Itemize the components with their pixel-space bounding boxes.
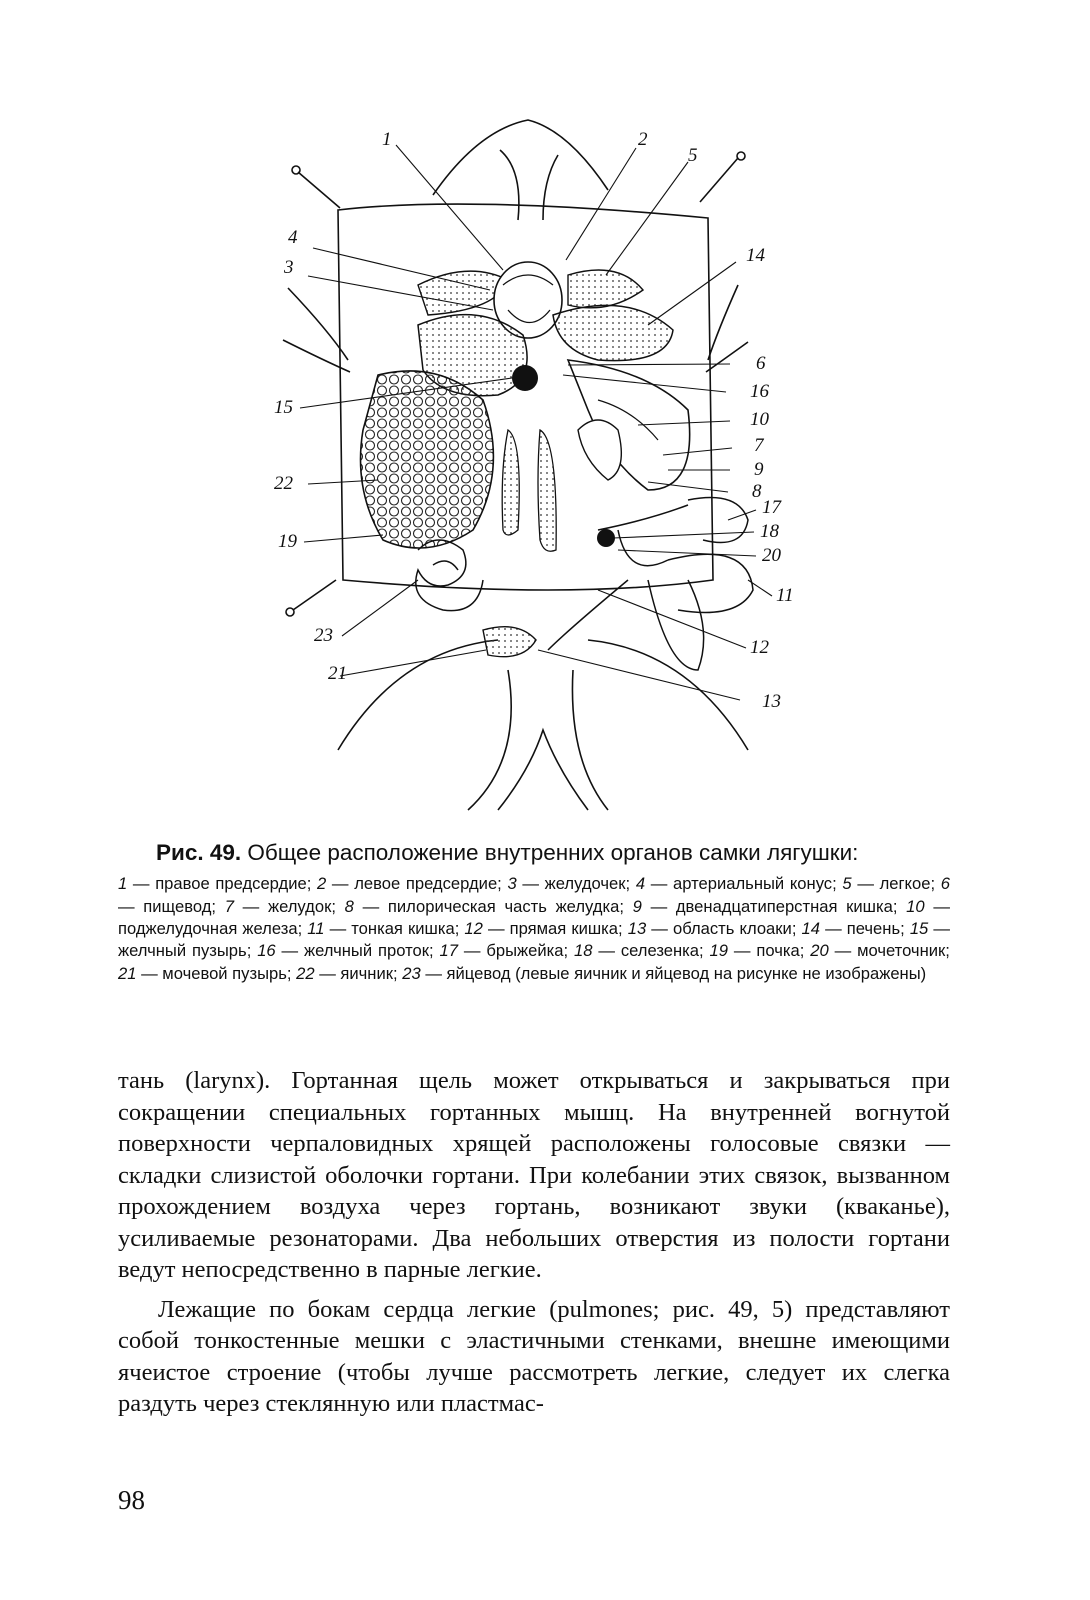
legend-number: 15 — [909, 919, 929, 939]
legend-text: почка — [756, 941, 800, 961]
legend-entry: 17 — брыжейка — [439, 941, 564, 961]
figure-callout: 20 — [762, 545, 781, 566]
legend-entry: 7 — желудок — [224, 896, 332, 916]
legend-entry: 15 — желчный пузырь — [118, 919, 950, 961]
legend-entry: 9 — двенадцатиперстная кишка — [632, 896, 893, 916]
caption-title — [156, 838, 950, 867]
legend-entry: 19 — почка — [709, 941, 800, 961]
figure-callout: 5 — [688, 145, 698, 166]
legend-entry: 8 — пилорическая часть желудка — [344, 896, 620, 916]
legend-text: тонкая кишка — [351, 919, 455, 939]
legend-entry: 6 — пищевод — [118, 874, 950, 916]
legend-text: область клоаки — [672, 919, 792, 939]
legend-entry: 4 — артериальный конус — [635, 874, 833, 894]
figure-callout: 10 — [750, 409, 769, 430]
figure-callout: 17 — [762, 497, 781, 518]
legend-number: 12 — [464, 919, 483, 939]
figure-callout: 23 — [314, 625, 333, 646]
body-text — [118, 1065, 950, 1420]
figure-callout: 9 — [754, 459, 764, 480]
figure-callout: 14 — [746, 245, 765, 266]
figure-callout: 7 — [754, 435, 764, 456]
legend-number: 7 — [224, 896, 234, 916]
legend-text: прямая кишка — [509, 919, 619, 939]
frog-anatomy-figure — [268, 110, 828, 830]
figure-callout: 4 — [288, 227, 298, 248]
figure-callout: 1 — [382, 129, 392, 150]
legend-text: желчный пузырь — [118, 941, 247, 961]
legend-entry: 16 — желчный проток — [257, 941, 429, 961]
legend-entry: 20 — мочеточник — [810, 941, 946, 961]
caption-figure-number: Рис. 49. — [156, 840, 242, 865]
legend-number: 2 — [317, 874, 327, 894]
legend-text: мочевой пузырь — [162, 963, 287, 983]
figure-callout: 8 — [752, 481, 762, 502]
legend-text: поджелудочная железа — [118, 919, 298, 939]
legend-entry: 1 — правое предсердие — [118, 874, 307, 894]
figure-callout: 6 — [756, 353, 766, 374]
legend-number: 16 — [257, 941, 276, 961]
figure-caption — [118, 838, 950, 985]
frog-drawing — [268, 110, 828, 830]
legend-entry: 13 — область клоаки — [627, 919, 792, 939]
legend-entry: 23 — яйцевод (левые яичник и яйцевод на рисунке не изображены) — [402, 963, 927, 983]
legend-number: 13 — [627, 919, 647, 939]
legend-text: левое предсердие — [354, 874, 498, 894]
legend-entry: 12 — прямая кишка — [464, 919, 619, 939]
caption-title-text: Общее расположение внутренних органов самки лягушки: — [247, 840, 859, 865]
legend-text: желудочек — [544, 874, 626, 894]
legend-number: 18 — [573, 941, 593, 961]
legend-text: пищевод — [143, 896, 212, 916]
body-paragraph: Лежащие по бокам сердца легкие (pulmones; рис. 49, 5) представляют собой тонкостенные мешки с эластичными стенками, внешне имеющими ячеистое строение (чтобы лучше рассмотреть легкие, следует их слегка раздуть через стеклянную или пластмас- — [118, 1295, 950, 1417]
figure-callout: 19 — [278, 531, 297, 552]
legend-number: 1 — [118, 874, 128, 894]
legend-entry: 10 — поджелудочная железа — [118, 896, 950, 939]
legend-text: правое предсердие — [155, 874, 307, 894]
legend-entry: 22 — яичник — [296, 963, 393, 983]
figure-callout: 22 — [274, 473, 293, 494]
legend-entry: 2 — левое предсердие — [317, 874, 498, 894]
figure-callout: 12 — [750, 637, 769, 658]
legend-number: 19 — [709, 941, 728, 961]
figure-callout: 11 — [776, 585, 794, 606]
legend-number: 21 — [118, 963, 137, 983]
legend-text: двенадцатиперстная кишка — [675, 896, 893, 916]
legend-text: легкое — [879, 874, 931, 894]
legend-number: 9 — [632, 896, 642, 916]
legend-number: 4 — [635, 874, 646, 894]
legend-number: 8 — [344, 896, 354, 916]
legend-text: артериальный конус — [673, 874, 833, 894]
figure-callout: 13 — [762, 691, 781, 712]
figure-callout: 21 — [328, 663, 347, 684]
legend-entry: 14 — печень — [801, 919, 901, 939]
figure-callout: 18 — [760, 521, 779, 542]
legend-text: желчный проток — [304, 941, 429, 961]
legend-text: брыжейка — [486, 941, 564, 961]
legend-text: желудок — [267, 896, 332, 916]
legend-text: печень — [846, 919, 901, 939]
legend-entry: 18 — селезенка — [573, 941, 700, 961]
legend-number: 22 — [296, 963, 315, 983]
legend-text: селезенка — [620, 941, 700, 961]
legend-entry: 3 — желудочек — [507, 874, 626, 894]
figure-callout: 3 — [284, 257, 294, 278]
legend-text: яичник — [340, 963, 393, 983]
legend-number: 17 — [439, 941, 458, 961]
legend-number: 3 — [507, 874, 517, 894]
figure-callout: 15 — [274, 397, 293, 418]
legend-number: 20 — [810, 941, 829, 961]
body-paragraph: тань (larynx). Гортанная щель может открываться и закрываться при сокращении специальных гортанных мышц. На внутренней вогнутой поверхности черпаловидных хрящей расположены голосовые связки — складки слизистой оболочки гортани. При колебании этих связок, вызванном прохождением воздуха через гортань, возникают звуки (кваканье), усиливаемые резонаторами. Два небольших отверстия из полости гортани ведут непосредственно в парные легкие. — [118, 1067, 950, 1283]
legend-entry: 11 — тонкая кишка — [307, 919, 455, 939]
legend-number: 6 — [940, 874, 950, 894]
legend-entry: 5 — легкое — [842, 874, 931, 894]
legend-text: пилорическая часть желудка — [387, 896, 620, 916]
figure-callout: 16 — [750, 381, 769, 402]
legend-entry: 21 — мочевой пузырь — [118, 963, 287, 983]
legend-number: 10 — [906, 896, 925, 916]
figure-callout: 2 — [638, 129, 648, 150]
legend-number: 5 — [842, 874, 852, 894]
legend-number: 14 — [801, 919, 820, 939]
caption-legend: 1 — правое предсердие; 2 — левое предсердие; 3 — желудочек; 4 — артериальный конус; 5 — легкое; 6 — пищевод; 7 — желудок; 8 — пилорическая часть желудка; 9 — двенадцатиперстная кишка; 10 — поджелудочная железа; 11 — тонкая кишка; 12 — прямая кишка; 13 — область клоаки; 14 — печень; 15 — желчный пузырь; 16 — желчный проток; 17 — брыжейка; 18 — селезенка; 19 — почка; 20 — мочеточник; 21 — мочевой пузырь; 22 — яичник; 23 — яйцевод (левые яичник и яйцевод на рисунке не изображены) — [118, 874, 950, 983]
legend-number: 23 — [402, 963, 421, 983]
legend-number: 11 — [307, 919, 325, 939]
page-number: 98 — [118, 1485, 145, 1515]
legend-text: мочеточник — [857, 941, 946, 961]
legend-text: яйцевод (левые яичник и яйцевод на рисунке не изображены) — [446, 963, 927, 983]
